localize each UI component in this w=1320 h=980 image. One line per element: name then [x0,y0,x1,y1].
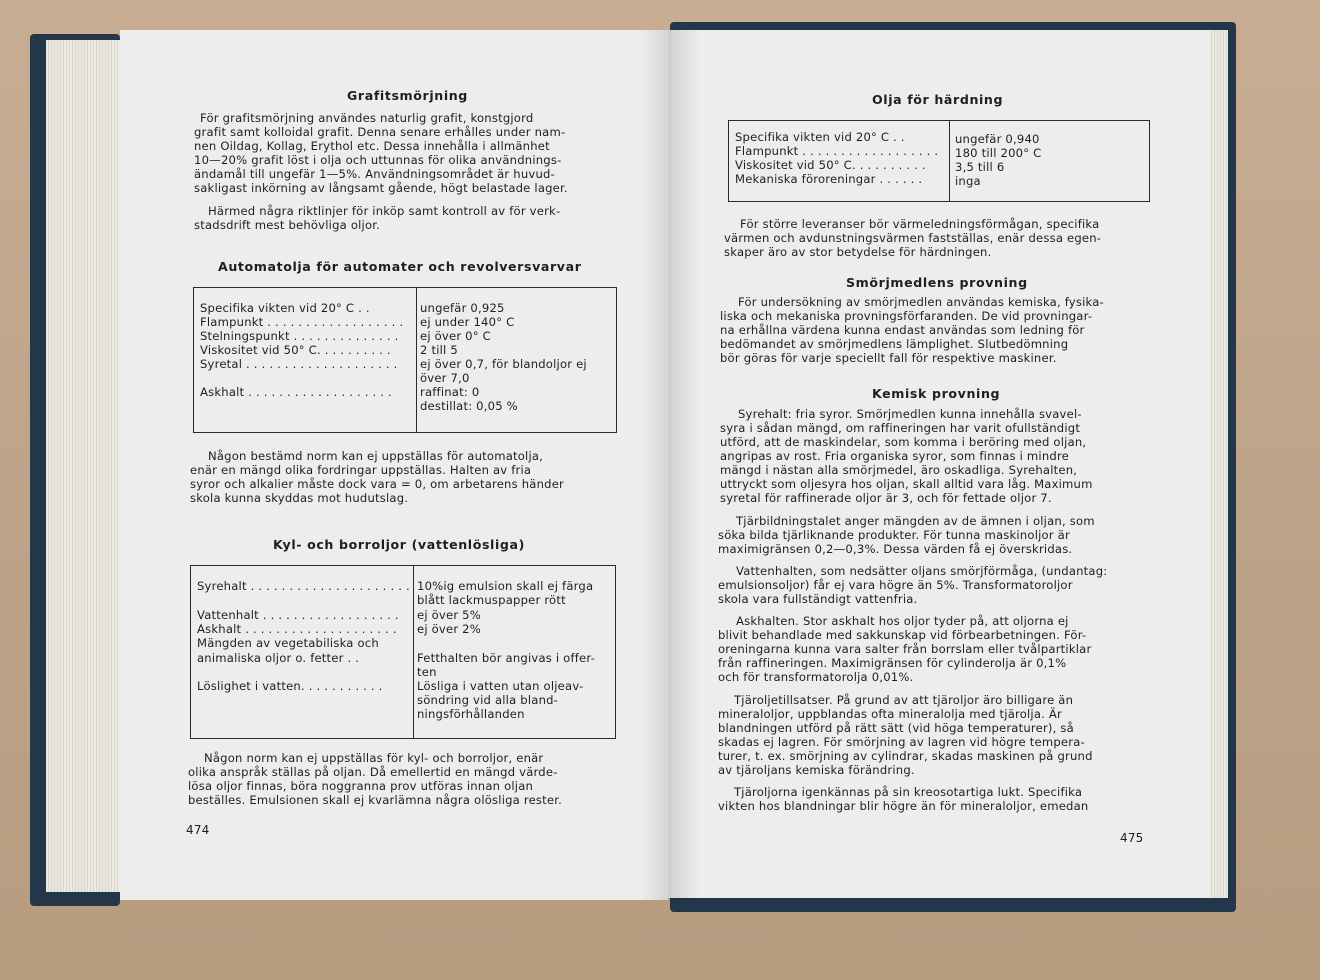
text-line: värmen och avdunstningsvärmen fastställas, enär dessa egen- [724,231,1102,245]
text-line: söka bilda tjärliknande produkter. För tunna maskinoljor är [718,528,1070,542]
table-label: Viskositet vid 50° C. . . . . . . . . . [735,158,926,172]
table-value: ej under 140° C [420,315,515,329]
table-value: 2 till 5 [420,343,458,357]
table-label: Syrehalt . . . . . . . . . . . . . . . . . . . . . [197,579,410,593]
table-label: Viskositet vid 50° C. . . . . . . . . . [200,343,391,357]
table-label: Löslighet i vatten. . . . . . . . . . . [197,679,383,693]
text-line: och för transformatorolja 0,01%. [718,670,914,684]
heading-olja-hardning: Olja för härdning [872,92,1004,107]
text-line: mineraloljor, uppblandas ofta mineralolja med tjärolja. Är [718,707,1063,721]
table-label: Specifika vikten vid 20° C . . [735,130,905,144]
text-line: blivit behandlade med sakkunskap vid förbearbetningen. För- [718,628,1087,642]
table-divider [413,566,414,738]
heading-smorjmedlens-provning: Smörjmedlens provning [846,275,1028,290]
heading-grafitsmorjning: Grafitsmörjning [347,88,468,103]
text-line: Askhalten. Stor askhalt hos oljor tyder på, att oljorna ej [736,614,1069,628]
table-value: ungefär 0,925 [420,301,505,315]
text-line: liska och mekaniska provningsförfaranden. De vid provningar- [720,309,1093,323]
text-line: skadas ej lagren. För smörjning av lagren vid högre tempera- [718,735,1085,749]
text-line: av tjäroljans kemiska förändring. [718,763,915,777]
text-line: syra i sådan mängd, om raffineringen har varit ofullständigt [720,421,1081,435]
text-line: ändamål till ungefär 1—5%. Användningsområdet är huvud- [194,167,555,181]
table-value: inga [955,174,981,188]
table-value: 3,5 till 6 [955,160,1005,174]
text-line: beställes. Emulsionen skall ej kvarlämna några olösliga rester. [188,793,563,807]
table-label: animaliska oljor o. fetter . . [197,651,360,665]
page-number-475: 475 [1120,831,1144,845]
table-value: Fetthalten bör angivas i offer- [417,651,595,665]
text-line: Vattenhalten, som nedsätter oljans smörjförmåga, (undantag: [736,564,1108,578]
text-line: bedömandet av smörjmedlens lämplighet. Slutbedömning [720,337,1069,351]
text-line: oreningarna kunna vara salter från borrslam eller tvålpartiklar [718,642,1092,656]
table-value: Lösliga i vatten utan oljeav- [417,679,584,693]
page-number-474: 474 [186,823,210,837]
text-line: För större leveranser bör värmeledningsförmågan, specifika [740,217,1100,231]
text-line: 10—20% grafit löst i olja och uttunnas för olika användnings- [194,153,562,167]
table-value: ten [417,665,437,679]
table-value: ej över 0,7, för blandoljor ej [420,357,587,371]
text-line: na erhållna värdena kunna endast användas som ledning för [720,323,1085,337]
table-divider [949,121,950,201]
text-line: turer, t. ex. smörjning av cylindrar, skadas maskinen på grund [718,749,1093,763]
table-label: Syretal . . . . . . . . . . . . . . . . . . . . [200,357,398,371]
table-value: blått lackmuspapper rött [417,593,566,607]
text-line: enär en mängd olika fordringar uppställas. Halten av fria [190,463,532,477]
text-line: Syrehalt: fria syror. Smörjmedlen kunna innehålla svavel- [738,407,1082,421]
text-line: skola vara fullständigt vattenfria. [718,592,918,606]
text-line: mängd i nästan alla smörjmedel, äro oskadliga. Syrehalten, [720,463,1078,477]
text-line: syretal för raffinerade oljor är 3, och för fettade oljor 7. [720,491,1052,505]
table-label: Stelningspunkt . . . . . . . . . . . . . . [200,329,399,343]
table-value: ej över 2% [417,622,481,636]
table-value: raffinat: 0 [420,385,480,399]
table-value: 10%ig emulsion skall ej färga [417,579,594,593]
table-value: ungefär 0,940 [955,132,1040,146]
table-automatolja [193,287,617,433]
heading-automatolja: Automatolja för automater och revolversvarvar [218,259,582,274]
text-line: Tjärbildningstalet anger mängden av de ämnen i oljan, som [736,514,1095,528]
text-line: vikten hos blandningar blir högre än för mineraloljor, emedan [718,799,1089,813]
text-line: Någon bestämd norm kan ej uppställas för automatolja, [208,449,544,463]
text-line: bör göras för varje speciellt fall för respektive maskiner. [720,351,1057,365]
table-value: ej över 5% [417,608,481,622]
table-label: Mängden av vegetabiliska och [197,636,379,650]
text-line: utförd, att de maskindelar, som komma i beröring med oljan, [720,435,1087,449]
table-label: Vattenhalt . . . . . . . . . . . . . . . . . . [197,608,399,622]
text-line: sakligast inkörning av långsamt gående, högt belastade lager. [194,181,568,195]
table-label: Specifika vikten vid 20° C . . [200,301,370,315]
table-label: Mekaniska föroreningar . . . . . . [735,172,923,186]
text-line: uttryckt som oljesyra hos oljan, skall alltid vara låg. Maximum [720,477,1093,491]
text-line: grafit samt kolloidal grafit. Denna senare erhålles under nam- [194,125,566,139]
text-line: lösa oljor finnas, böra noggranna prov utföras innan oljan [188,779,534,793]
heading-kemisk-provning: Kemisk provning [872,386,1001,401]
text-line: olika anspråk ställas på oljan. Då emellertid en mängd värde- [188,765,558,779]
table-kyl-borroljor [190,565,616,739]
text-line: nen Oildag, Kollag, Erythol etc. Dessa innehålla i allmänhet [194,139,550,153]
table-value: över 7,0 [420,371,470,385]
text-line: Någon norm kan ej uppställas för kyl- och borroljor, enär [204,751,544,765]
text-line: Tjäroljetillsatser. På grund av att tjäroljor äro billigare än [734,693,1074,707]
table-label: Askhalt . . . . . . . . . . . . . . . . . . . . [197,622,397,636]
table-divider [416,288,417,432]
text-line: syror och alkalier måste dock vara = 0, om arbetarens händer [190,477,564,491]
text-line: angripas av rost. Fria organiska syror, som finnas i mindre [720,449,1069,463]
text-line: blandningen utförd på rätt sätt (vid höga temperaturer), så [718,721,1074,735]
table-value: söndring vid alla bland- [417,693,559,707]
text-line: Härmed några riktlinjer för inköp samt kontroll av för verk- [208,204,561,218]
text-line: från raffineringen. Maximigränsen för cylinderolja är 0,1% [718,656,1067,670]
text-line: maximigränsen 0,2—0,3%. Dessa värden få ej överskridas. [718,542,1073,556]
text-line: Tjäroljorna igenkännas på sin kreosotartiga lukt. Specifika [734,785,1083,799]
table-value: ej över 0° C [420,329,491,343]
table-label: Flampunkt . . . . . . . . . . . . . . . . . . [735,144,939,158]
text-line: skaper äro av stor betydelse för härdningen. [724,245,992,259]
text-line: skola kunna skyddas mot hudutslag. [190,491,409,505]
text-line: emulsionsoljor) får ej vara högre än 5%. Transformatoroljor [718,578,1073,592]
page-474 [120,30,669,900]
table-label: Askhalt . . . . . . . . . . . . . . . . . . . [200,385,392,399]
text-line: För grafitsmörjning användes naturlig grafit, konstgjord [200,111,534,125]
text-line: stadsdrift mest behövliga oljor. [194,218,381,232]
table-value: 180 till 200° C [955,146,1042,160]
table-olja-hardning [728,120,1150,202]
table-value: destillat: 0,05 % [420,399,518,413]
heading-kyl-borroljor: Kyl- och borroljor (vattenlösliga) [273,537,525,552]
page-block-left [46,40,126,892]
table-value: ningsförhållanden [417,707,525,721]
page-475 [668,30,1210,898]
text-line: För undersökning av smörjmedlen användas kemiska, fysika- [738,295,1104,309]
table-label: Flampunkt . . . . . . . . . . . . . . . . . . [200,315,404,329]
